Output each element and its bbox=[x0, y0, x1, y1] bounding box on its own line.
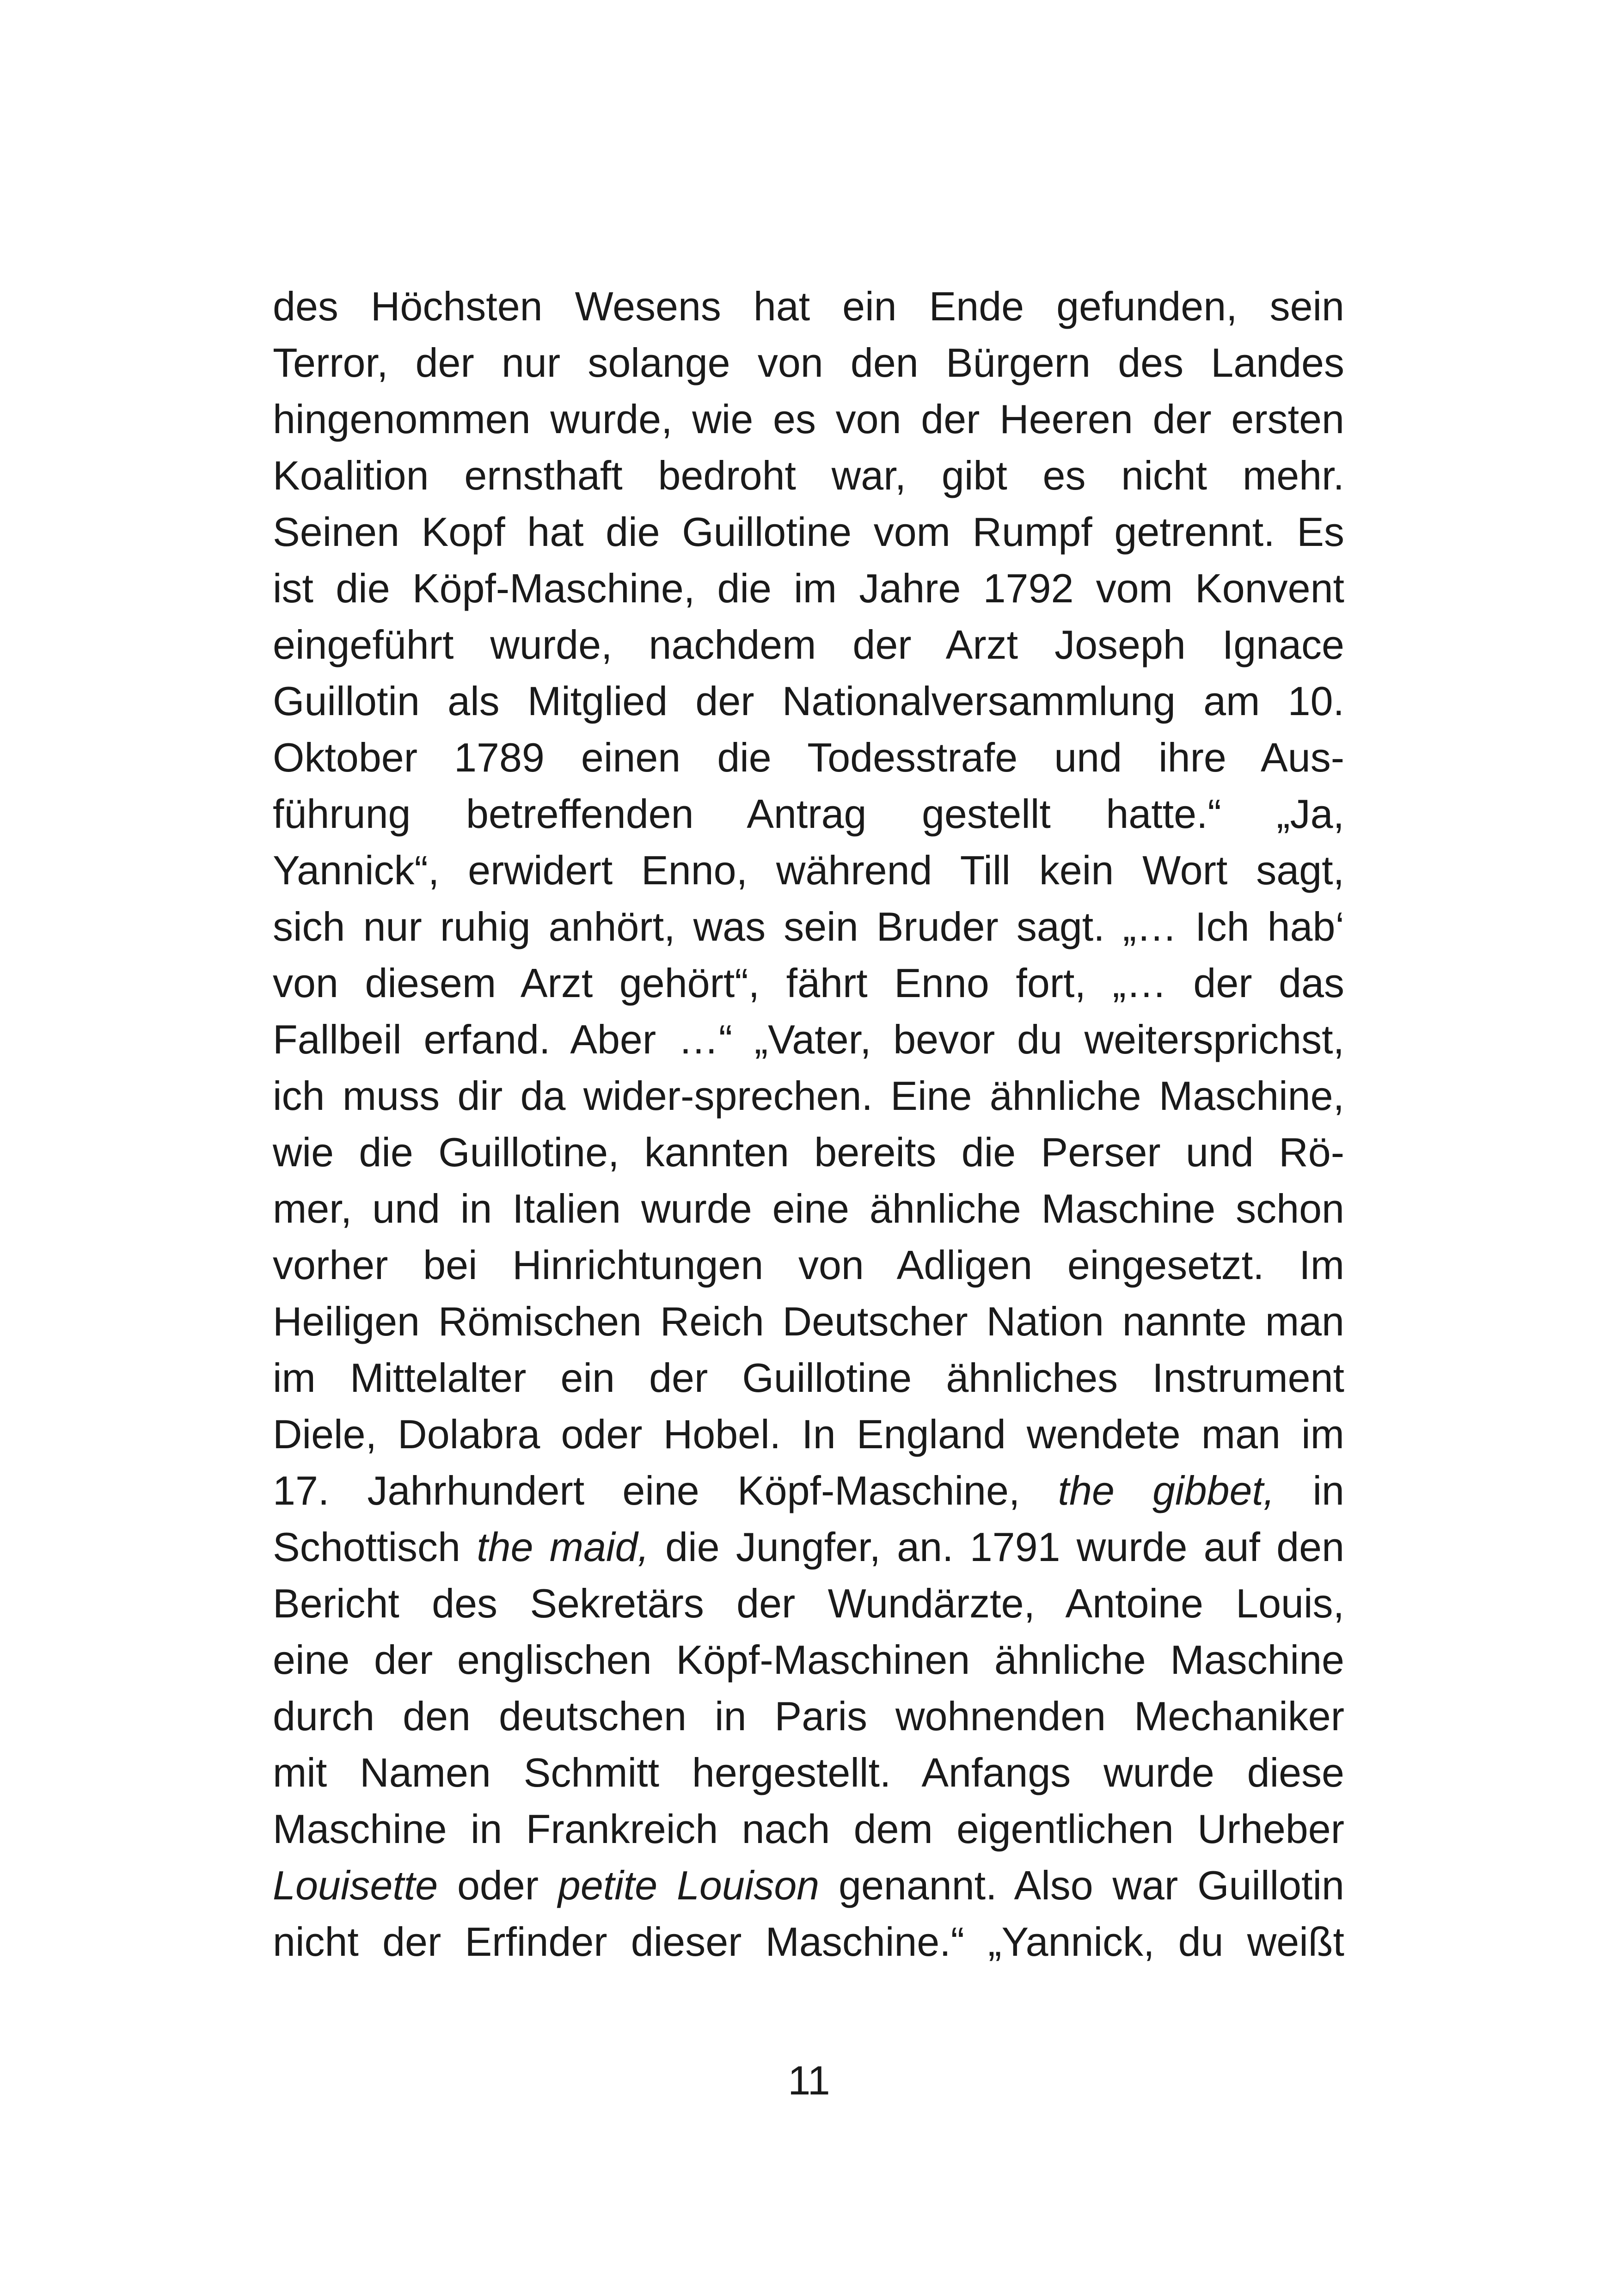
italic-term: petite Louison bbox=[558, 1862, 820, 1908]
text-line: Diele, Dolabra oder Hobel. In England wendete man im bbox=[273, 1411, 1344, 1457]
text-line: hingenommen wurde, wie es von der Heeren der ersten bbox=[273, 396, 1344, 442]
text-line: nicht der Erfinder dieser Maschine.“ „Yannick, du weißt bbox=[273, 1919, 1344, 1965]
text-line: Oktober 1789 einen die Todesstrafe und ihre Aus- bbox=[273, 735, 1344, 780]
text-line: Guillotin als Mitglied der Nationalversammlung am 10. bbox=[273, 678, 1344, 724]
body-text bbox=[273, 278, 1344, 1970]
text-line: Heiligen Römischen Reich Deutscher Nation nannte man bbox=[273, 1298, 1344, 1344]
text-line: Maschine in Frankreich nach dem eigentlichen Urheber bbox=[273, 1806, 1344, 1852]
text-line-mixed bbox=[273, 1519, 1344, 1575]
text-run: in bbox=[1275, 1468, 1344, 1513]
text-run: genannt. Also war Guillotin bbox=[819, 1862, 1345, 1908]
text-line: Koalition ernsthaft bedroht war, gibt es nicht mehr. bbox=[273, 453, 1344, 498]
text-line: mer, und in Italien wurde eine ähnliche Maschine schon bbox=[273, 1186, 1344, 1231]
text-line: Terror, der nur solange von den Bürgern des Landes bbox=[273, 340, 1344, 386]
text-line: führung betreffenden Antrag gestellt hatte.“ „Ja, bbox=[273, 791, 1344, 837]
text-run: die Jungfer, an. 1791 wurde auf den bbox=[649, 1524, 1345, 1570]
text-line: vorher bei Hinrichtungen von Adligen eingesetzt. Im bbox=[273, 1242, 1344, 1288]
text-line: Bericht des Sekretärs der Wundärzte, Antoine Louis, bbox=[273, 1580, 1344, 1626]
italic-term: the maid, bbox=[477, 1524, 649, 1570]
text-line: des Höchsten Wesens hat ein Ende gefunden, sein bbox=[273, 283, 1344, 329]
text-line-mixed bbox=[273, 1463, 1344, 1519]
text-line: Yannick“, erwidert Enno, während Till kein Wort sagt, bbox=[273, 847, 1344, 893]
text-line: Fallbeil erfand. Aber …“ „Vater, bevor du weitersprichst, bbox=[273, 1016, 1344, 1062]
text-line: eine der englischen Köpf-Maschinen ähnliche Maschine bbox=[273, 1637, 1344, 1683]
text-line: durch den deutschen in Paris wohnenden Mechaniker bbox=[273, 1693, 1344, 1739]
text-run: 17. Jahrhundert eine Köpf-Maschine, bbox=[273, 1468, 1058, 1513]
text-line: ist die Köpf-Maschine, die im Jahre 1792 vom Konvent bbox=[273, 565, 1344, 611]
text-line: Seinen Kopf hat die Guillotine vom Rumpf getrennt. Es bbox=[273, 509, 1344, 555]
text-line: ich muss dir da wider-sprechen. Eine ähnliche Maschine, bbox=[273, 1073, 1344, 1119]
text-line: sich nur ruhig anhört, was sein Bruder sagt. „… Ich hab‘ bbox=[273, 904, 1344, 949]
text-line: eingeführt wurde, nachdem der Arzt Joseph Ignace bbox=[273, 622, 1344, 667]
text-line: mit Namen Schmitt hergestellt. Anfangs wurde diese bbox=[273, 1750, 1344, 1795]
text-line-mixed bbox=[273, 1857, 1344, 1914]
text-run: oder bbox=[438, 1862, 558, 1908]
italic-term: the gibbet, bbox=[1058, 1468, 1275, 1513]
text-line: von diesem Arzt gehört“, fährt Enno fort, „… der das bbox=[273, 960, 1344, 1006]
text-line: wie die Guillotine, kannten bereits die Perser und Rö- bbox=[273, 1129, 1344, 1175]
page-number: 11 bbox=[788, 2057, 830, 2103]
italic-term: Louisette bbox=[273, 1862, 438, 1908]
text-run: Schottisch bbox=[273, 1524, 477, 1570]
text-line: im Mittelalter ein der Guillotine ähnliches Instrument bbox=[273, 1355, 1344, 1401]
